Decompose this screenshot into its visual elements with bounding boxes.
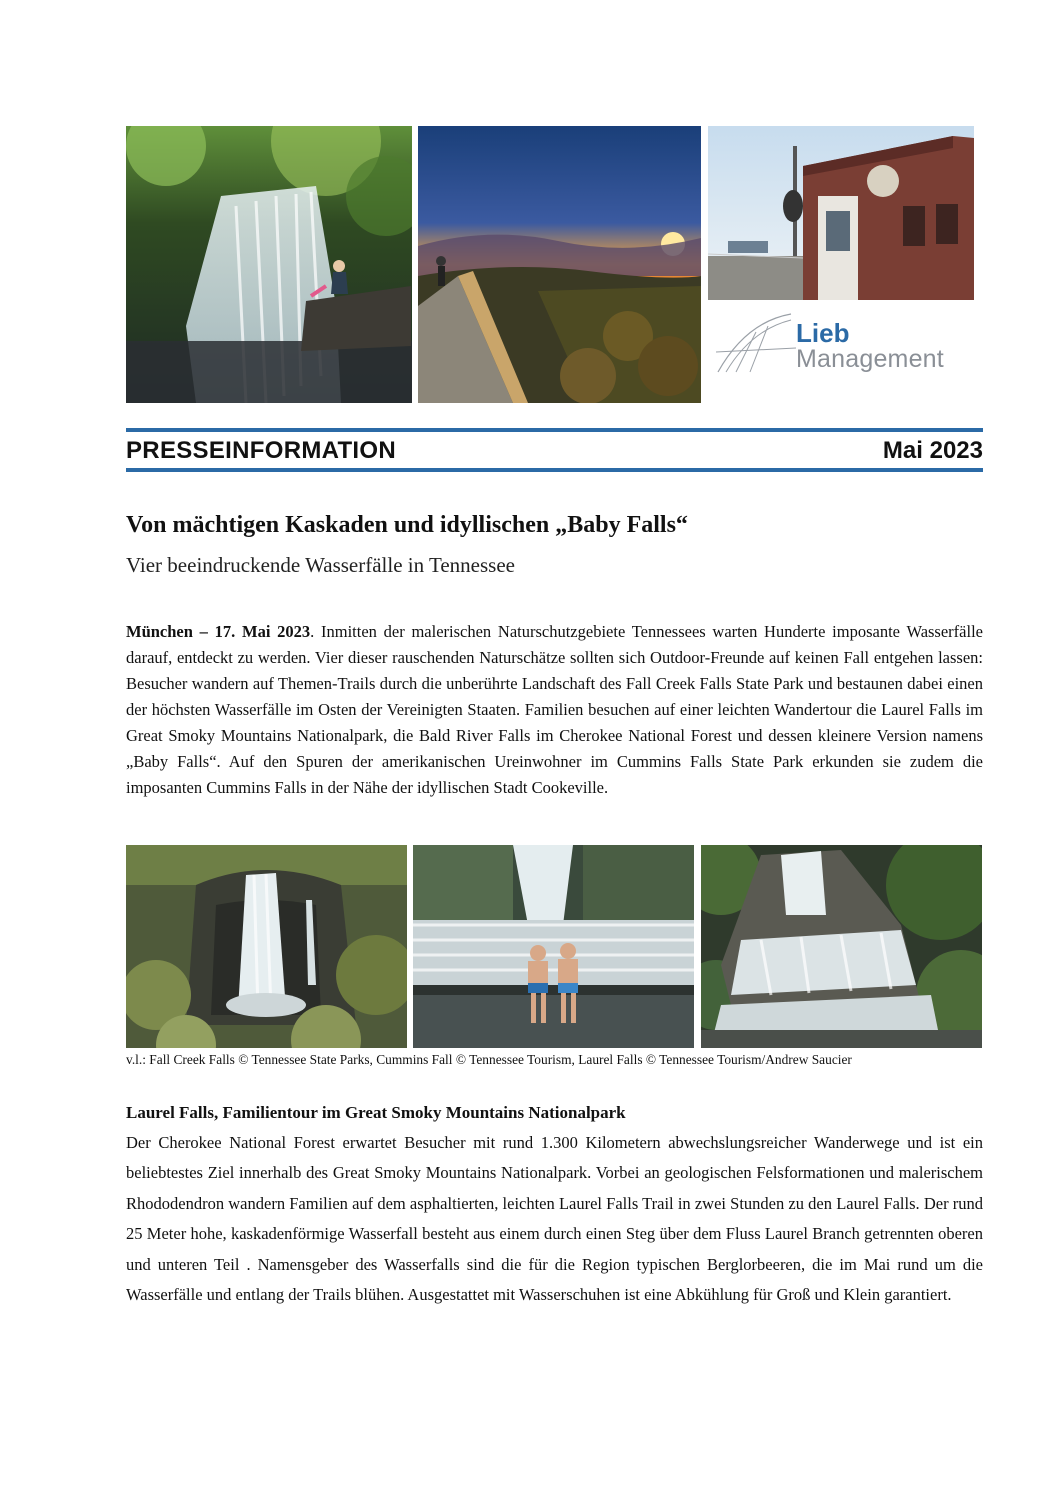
laurel-falls-photo [701, 845, 982, 1048]
mountain-sunset-photo [418, 126, 701, 403]
lieb-logo-icon [716, 312, 796, 374]
photo-caption: v.l.: Fall Creek Falls © Tennessee State Parks, Cummins Fall © Tennessee Tourism, Laurel Falls © Tennessee Tourism/Andrew Saucier [126, 1052, 852, 1067]
logo-wordmark-primary: Lieb [796, 318, 850, 348]
header-top-rule [126, 428, 983, 432]
intro-paragraph [126, 619, 983, 801]
dateline: München – 17. Mai 2023 [126, 622, 311, 641]
article-headline: Von mächtigen Kaskaden und idyllischen „Baby Falls“ [126, 512, 688, 538]
waterfall-hiker-photo [126, 126, 412, 403]
header-bottom-rule [126, 468, 983, 472]
cummins-falls-photo [413, 845, 694, 1048]
sun-studio-photo [708, 126, 974, 300]
intro-text: . Inmitten der malerischen Naturschutzgebiete Tennessees warten Hunderte imposante Wasserfälle darauf, entdeckt zu werden. Vier dieser rauschenden Naturschätze sollten sich Outdoor-Freunde auf keinen Fall entgehen lassen: Besucher wandern auf Themen-Trails durch die unberührte Landschaft des Fall Creek Falls State Park und bestaunen dabei einen der höchsten Wasserfälle im Osten der Vereinigten Staaten. Familien besuchen auf einer leichten Wandertour die Laurel Falls im Great Smoky Mountains Nationalpark, die Bald River Falls im Cherokee National Forest und dessen kleinere Version namens „Baby Falls“. Auf den Spuren der amerikanischen Ureinwohner im Cummins Falls State Park erkunden sie zudem die imposanten Cummins Falls in der Nähe der idyllischen Stadt Cookeville. [126, 622, 983, 797]
logo-wordmark-secondary: Management [796, 345, 944, 373]
section-paragraph: Der Cherokee National Forest erwartet Besucher mit rund 1.300 Kilometern abwechslungsreicher Wanderwege und ist ein beliebtestes Ziel innerhalb des Great Smoky Mountains Nationalpark. Vorbei an geologischen Felsformationen und malerischem Rhododendron wandern Familien auf dem asphaltierten, leichten Laurel Falls Trail in zwei Stunden zu den Laurel Falls. Der rund 25 Meter hohe, kaskadenförmige Wasserfall besteht aus einem durch einen Steg über dem Fluss Laurel Branch getrennten oberen und unteren Teil . Namensgeber des Wasserfalls sind die für die Region typischen Berglorbeeren, die im Mai rund um die Wasserfälle und entlang der Trails blühen. Ausgestattet mit Wasserschuhen ist eine Abkühlung für Groß und Klein garantiert. [126, 1133, 983, 1305]
section-heading: Laurel Falls, Familientour im Great Smoky Mountains Nationalpark [126, 1103, 626, 1122]
press-label: PRESSEINFORMATION [126, 437, 397, 464]
press-date: Mai 2023 [882, 437, 983, 464]
fall-creek-falls-photo [126, 845, 407, 1048]
article-subheadline: Vier beeindruckende Wasserfälle in Tennessee [126, 553, 515, 577]
